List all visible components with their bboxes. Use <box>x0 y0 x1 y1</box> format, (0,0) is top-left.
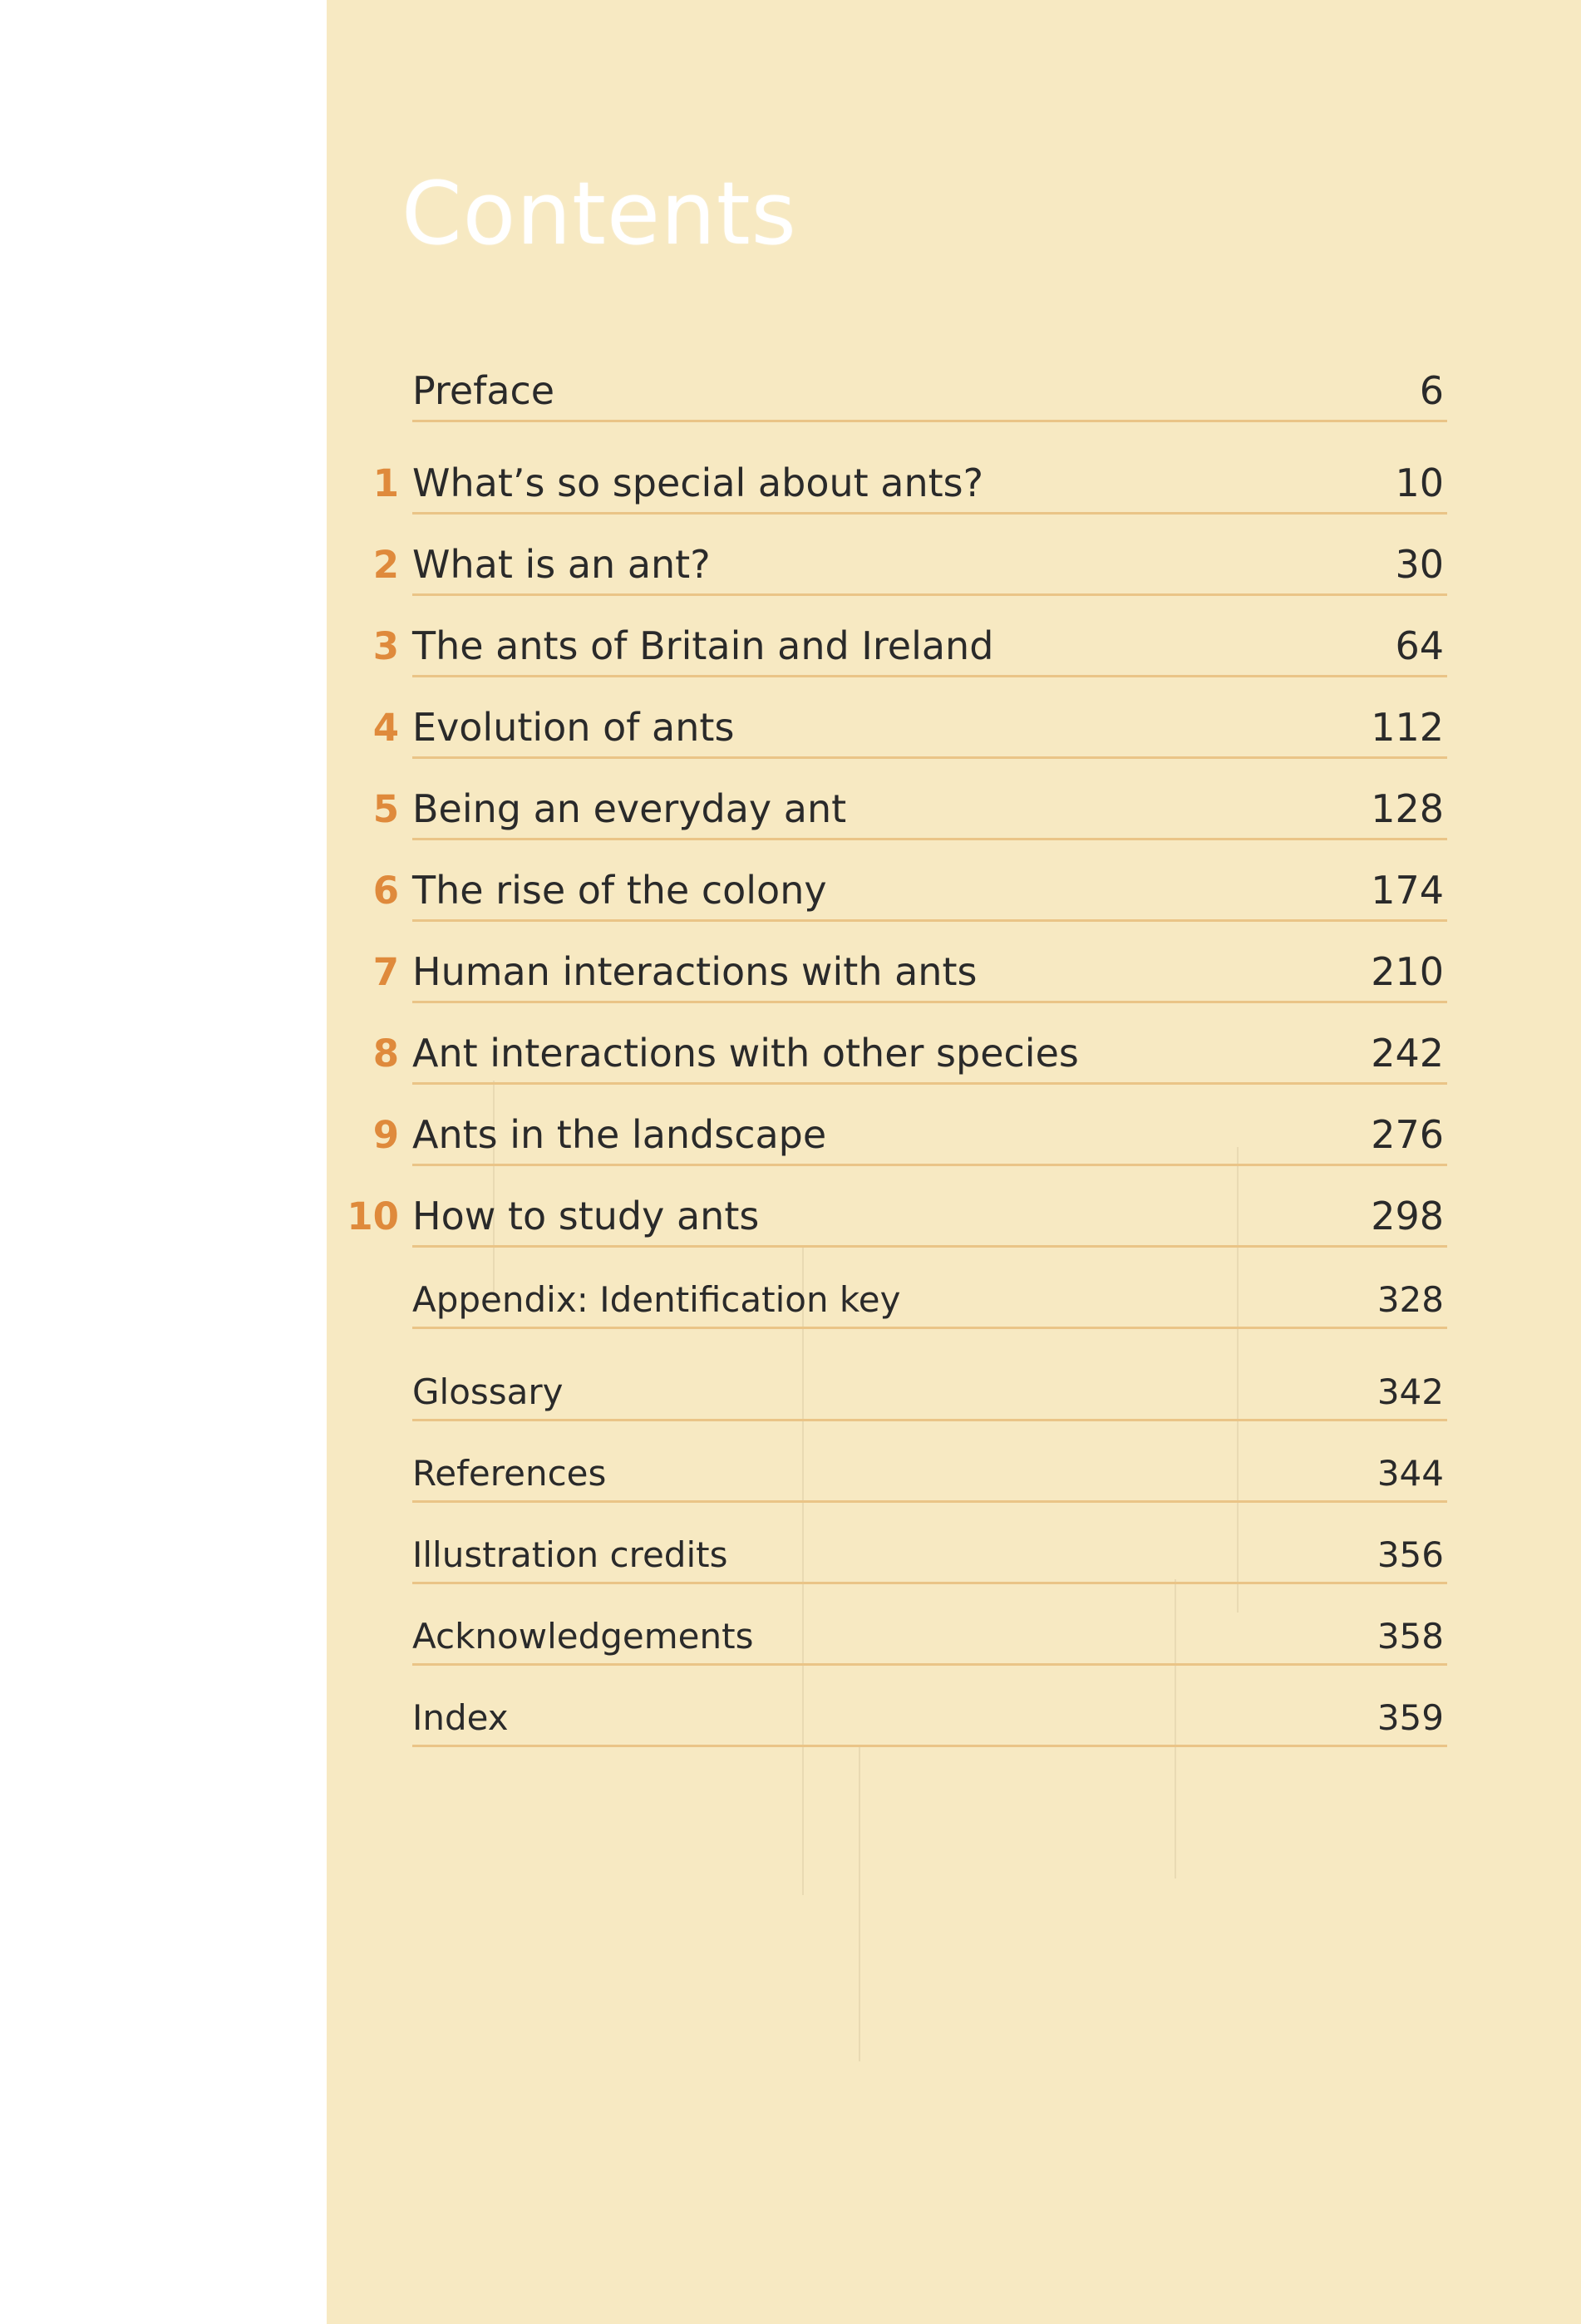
chapter-number: 5 <box>372 787 399 831</box>
section-title: Preface <box>412 368 555 413</box>
page-number: 356 <box>1377 1534 1444 1575</box>
page-number: 6 <box>1419 368 1444 413</box>
page-number: 328 <box>1377 1279 1444 1320</box>
toc-entry <box>412 1425 1447 1503</box>
chapter-title: Ants in the landscape <box>412 1112 827 1157</box>
page-number: 359 <box>1377 1697 1444 1738</box>
page-number: 10 <box>1395 460 1444 505</box>
toc-entry <box>347 1170 1447 1248</box>
chapter-number: 6 <box>372 869 399 913</box>
page-number: 242 <box>1371 1031 1444 1076</box>
toc-entry <box>412 345 1447 422</box>
table-of-contents <box>327 0 1581 2324</box>
chapter-number: 9 <box>372 1113 399 1157</box>
section-title: Acknowledgements <box>412 1616 754 1657</box>
page-number: 64 <box>1395 623 1444 668</box>
toc-entry <box>372 763 1447 840</box>
chapter-number: 1 <box>372 461 399 505</box>
page-number: 30 <box>1395 542 1444 587</box>
page-number: 298 <box>1371 1194 1444 1238</box>
section-title: Appendix: Identification key <box>412 1279 901 1320</box>
toc-entry <box>372 844 1447 922</box>
toc-entry <box>372 1007 1447 1085</box>
section-title: Glossary <box>412 1371 564 1412</box>
chapter-title: Being an everyday ant <box>412 786 847 831</box>
toc-entry <box>412 1670 1447 1747</box>
toc-entry <box>412 1507 1447 1584</box>
page-number: 112 <box>1371 705 1444 750</box>
toc-entry <box>372 600 1447 677</box>
toc-entry <box>412 1252 1447 1329</box>
chapter-number: 10 <box>347 1194 399 1238</box>
section-title: References <box>412 1453 607 1494</box>
chapter-number: 3 <box>372 624 399 668</box>
page-number: 174 <box>1371 868 1444 913</box>
chapter-number: 7 <box>372 950 399 994</box>
chapter-title: Ant interactions with other species <box>412 1031 1079 1076</box>
chapter-title: Human interactions with ants <box>412 949 978 994</box>
chapter-number: 2 <box>372 543 399 587</box>
toc-entry <box>372 1089 1447 1166</box>
page-number: 358 <box>1377 1616 1444 1657</box>
section-title: Index <box>412 1697 509 1738</box>
chapter-title: Evolution of ants <box>412 705 735 750</box>
chapter-title: What’s so special about ants? <box>412 460 984 505</box>
chapter-title: The rise of the colony <box>412 868 827 913</box>
toc-entry <box>372 926 1447 1003</box>
page-title: Contents <box>401 163 797 264</box>
section-title: Illustration credits <box>412 1534 728 1575</box>
chapter-title: How to study ants <box>412 1194 760 1238</box>
page-number: 276 <box>1371 1112 1444 1157</box>
page-number: 210 <box>1371 949 1444 994</box>
chapter-number: 8 <box>372 1032 399 1076</box>
toc-entry <box>412 1588 1447 1666</box>
toc-entry <box>372 437 1447 515</box>
toc-entry <box>372 519 1447 596</box>
chapter-title: What is an ant? <box>412 542 711 587</box>
contents-page <box>327 0 1581 2324</box>
chapter-title: The ants of Britain and Ireland <box>412 623 994 668</box>
page-number: 342 <box>1377 1371 1444 1412</box>
chapter-number: 4 <box>372 706 399 750</box>
page-number: 128 <box>1371 786 1444 831</box>
toc-entry <box>372 682 1447 759</box>
toc-entry <box>412 1344 1447 1421</box>
page-number: 344 <box>1377 1453 1444 1494</box>
